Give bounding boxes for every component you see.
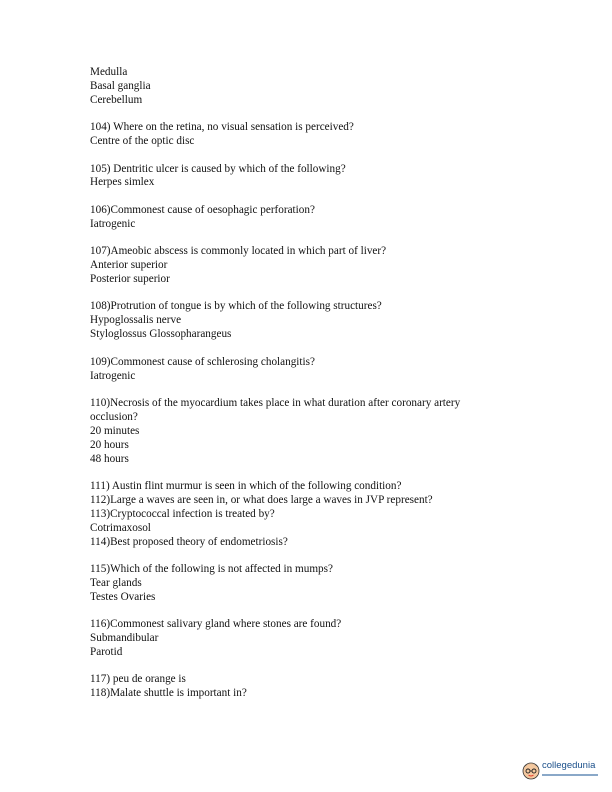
answer-line: Anterior superior	[90, 259, 168, 272]
answer-line: Parotid	[90, 646, 123, 658]
question-115	[90, 563, 570, 605]
question-110	[90, 397, 570, 467]
question-111-114	[90, 480, 570, 550]
logo-tagline-bar	[542, 774, 598, 776]
answer-line: Centre of the optic disc	[90, 135, 195, 148]
question-text: 115)Which of the following is not affected in mumps?	[90, 562, 333, 575]
question-text: 117) peu de orange is	[90, 673, 186, 686]
question-108	[90, 300, 570, 342]
question-text: 113)Cryptococcal infection is treated by?	[90, 507, 275, 520]
answer-line: Hypoglossalis nerve	[90, 314, 182, 327]
answer-line: Medulla	[90, 66, 128, 78]
question-text: 111) Austin flint murmur is seen in which of the following condition?	[90, 479, 402, 492]
answer-line: Testes Ovaries	[90, 590, 156, 603]
document-page	[90, 66, 570, 715]
logo-brand-text: collegedunia	[542, 760, 596, 771]
answer-line: Posterior superior	[90, 272, 170, 285]
question-text: 116)Commonest salivary gland where stones are found?	[90, 618, 342, 631]
question-109	[90, 356, 570, 384]
question-text: 104) Where on the retina, no visual sensation is perceived?	[90, 121, 354, 134]
question-116	[90, 618, 570, 660]
question-text: 110)Necrosis of the myocardium takes place in what duration after coronary artery occlusion?	[90, 396, 461, 423]
question-107	[90, 245, 570, 287]
question-text: 107)Ameobic abscess is commonly located in which part of liver?	[90, 245, 387, 258]
answer-line: Iatrogenic	[90, 369, 136, 382]
question-text: 112)Large a waves are seen in, or what does large a waves in JVP represent?	[90, 493, 433, 506]
answer-line: Cerebellum	[90, 93, 143, 106]
question-117-118	[90, 673, 570, 701]
answer-line: Submandibular	[90, 632, 159, 645]
question-text: 109)Commonest cause of schlerosing cholangitis?	[90, 355, 315, 368]
answer-options-block	[90, 66, 570, 108]
answer-line: Herpes simlex	[90, 176, 155, 189]
answer-line: Basal ganglia	[90, 79, 151, 92]
answer-line: Tear glands	[90, 576, 142, 589]
answer-line: Styloglossus Glossopharangeus	[90, 328, 232, 341]
answer-line: 20 hours	[90, 438, 129, 451]
logo-mascot-icon	[520, 759, 542, 781]
answer-line: Iatrogenic	[90, 217, 136, 230]
answer-line: 20 minutes	[90, 424, 140, 437]
question-104	[90, 121, 570, 149]
question-text: 106)Commonest cause of oesophagic perforation?	[90, 203, 315, 216]
question-text: 108)Protrution of tongue is by which of the following structures?	[90, 300, 382, 313]
answer-line: Cotrimaxosol	[90, 521, 151, 534]
question-105	[90, 163, 570, 191]
answer-line: 48 hours	[90, 452, 129, 465]
collegedunia-logo	[520, 757, 600, 785]
question-text: 118)Malate shuttle is important in?	[90, 687, 247, 700]
question-text: 105) Dentritic ulcer is caused by which of the following?	[90, 162, 346, 175]
question-text: 114)Best proposed theory of endometriosis?	[90, 535, 288, 548]
question-106	[90, 204, 570, 232]
